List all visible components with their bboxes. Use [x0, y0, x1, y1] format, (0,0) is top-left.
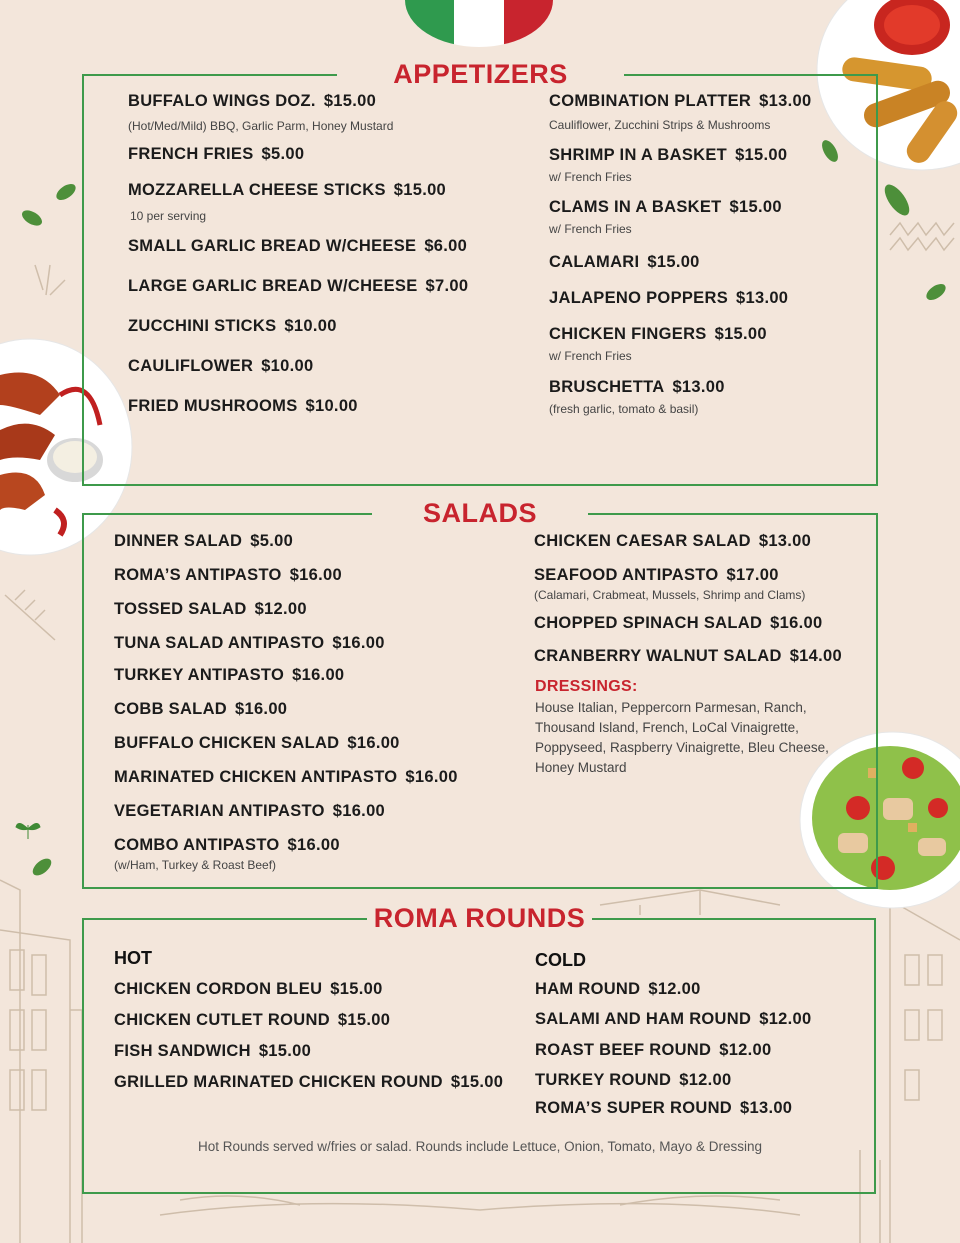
menu-item-price: $16.00 [289, 566, 342, 584]
menu-item [535, 1010, 812, 1029]
menu-item-name: BUFFALO CHICKEN SALAD [114, 734, 340, 752]
menu-item-price: $5.00 [261, 145, 305, 163]
menu-item-note: (Hot/Med/Mild) BBQ, Garlic Parm, Honey Mustard [128, 119, 394, 133]
menu-item-price: $15.00 [258, 1042, 312, 1060]
menu-item-name: COBB SALAD [114, 700, 227, 718]
menu-item-price: $15.00 [323, 92, 377, 110]
menu-item-name: BUFFALO WINGS DOZ. [128, 92, 316, 110]
menu-item [549, 92, 811, 111]
menu-item [114, 666, 344, 685]
menu-item-price: $15.00 [735, 146, 788, 164]
menu-item-name: ROMA’S SUPER ROUND [535, 1099, 733, 1117]
menu-item-name: COMBO ANTIPASTO [114, 836, 280, 854]
menu-item-price: $10.00 [261, 357, 314, 375]
basil-leaf-icon [924, 282, 948, 302]
menu-item-name: CALAMARI [549, 253, 640, 271]
menu-item-name: TUNA SALAD ANTIPASTO [114, 634, 325, 652]
menu-item-name: TURKEY ANTIPASTO [114, 666, 285, 684]
menu-item [128, 397, 358, 416]
menu-item [114, 836, 340, 855]
menu-item [549, 198, 782, 217]
menu-item-name: SALAMI AND HAM ROUND [535, 1010, 752, 1028]
cold-label: COLD [535, 950, 586, 970]
menu-item-note: w/ French Fries [549, 349, 632, 363]
menu-item [128, 277, 468, 296]
menu-item-name: CRANBERRY WALNUT SALAD [534, 647, 782, 665]
italian-flag-emblem [404, 0, 554, 50]
menu-item [114, 566, 342, 585]
rounds-frame-top-left [82, 918, 367, 920]
menu-item-name: CHICKEN CORDON BLEU [114, 980, 323, 998]
menu-item-price: $16.00 [405, 768, 458, 786]
rounds-footer-note: Hot Rounds served w/fries or salad. Rounds include Lettuce, Onion, Tomato, Mayo & Dressing [197, 1139, 763, 1154]
menu-item-price: $17.00 [726, 566, 779, 584]
menu-item-price: $12.00 [679, 1071, 732, 1089]
menu-item-price: $16.00 [347, 734, 400, 752]
salads-title: SALADS [422, 498, 537, 528]
basil-leaf-icon [54, 182, 78, 202]
menu-item [128, 181, 446, 200]
salads-frame-top-left [82, 513, 372, 515]
menu-item-name: CHOPPED SPINACH SALAD [534, 614, 763, 632]
menu-item-name: ROMA’S ANTIPASTO [114, 566, 282, 584]
menu-item-price: $5.00 [250, 532, 294, 550]
menu-item [114, 802, 385, 821]
menu-item-price: $7.00 [425, 277, 469, 295]
menu-item-note: w/ French Fries [549, 170, 632, 184]
menu-item-note: (fresh garlic, tomato & basil) [549, 402, 699, 416]
menu-item-name: CHICKEN CUTLET ROUND [114, 1011, 330, 1029]
menu-item-name: LARGE GARLIC BREAD W/CHEESE [128, 277, 418, 295]
menu-item-name: ROAST BEEF ROUND [535, 1041, 712, 1059]
menu-item-price: $15.00 [450, 1073, 504, 1091]
menu-item-name: SHRIMP IN A BASKET [549, 146, 728, 164]
menu-item [549, 253, 700, 272]
menu-item-price: $16.00 [332, 802, 386, 820]
menu-item [114, 700, 287, 719]
menu-item-price: $10.00 [284, 317, 337, 335]
menu-item-price: $15.00 [647, 253, 700, 271]
menu-item-name: CAULIFLOWER [128, 357, 254, 375]
dressings-list: House Italian, Peppercorn Parmesan, Ranch, Thousand Island, French, LoCal Vinaigrette, Poppyseed, Raspberry Vinaigrette, Bleu Cheese, Honey Mustard [535, 700, 829, 775]
menu-item-price: $16.00 [332, 634, 385, 652]
menu-item [535, 980, 701, 999]
roma-rounds-title: ROMA ROUNDS [373, 903, 586, 933]
menu-item-note: Cauliflower, Zucchini Strips & Mushrooms [549, 118, 771, 132]
menu-item [534, 566, 779, 585]
hot-label: HOT [114, 948, 152, 968]
menu-item-name: SMALL GARLIC BREAD W/CHEESE [128, 237, 417, 255]
menu-item-price: $16.00 [292, 666, 345, 684]
menu-item [549, 289, 788, 308]
menu-item-name: TURKEY ROUND [535, 1071, 672, 1089]
menu-item [128, 317, 337, 336]
menu-item-price: $16.00 [770, 614, 823, 632]
menu-item-price: $13.00 [740, 1099, 793, 1117]
menu-item-price: $15.00 [714, 325, 767, 343]
menu-item-price: $6.00 [424, 237, 468, 255]
menu-item [114, 532, 293, 551]
menu-item [535, 1099, 792, 1118]
menu-item-name: MARINATED CHICKEN ANTIPASTO [114, 768, 398, 786]
appetizers-frame-top-left [82, 74, 337, 76]
menu-item [128, 145, 304, 164]
menu-item-note: w/ French Fries [549, 222, 632, 236]
menu-item [549, 325, 767, 344]
menu-item-name: FRIED MUSHROOMS [128, 397, 298, 415]
menu-item [128, 92, 376, 111]
menu-item [114, 768, 458, 787]
salads-frame-top-right [588, 513, 878, 515]
menu-item-name: HAM ROUND [535, 980, 641, 998]
menu-item-price: $13.00 [759, 92, 812, 110]
menu-item-price: $12.00 [759, 1010, 812, 1028]
menu-item-price: $13.00 [672, 378, 725, 396]
menu-item-price: $15.00 [337, 1011, 391, 1029]
menu-item [128, 237, 467, 256]
basil-leaf-icon [880, 180, 914, 220]
rounds-frame-top-right [592, 918, 876, 920]
menu-item-price: $16.00 [287, 836, 340, 854]
menu-item [549, 146, 787, 165]
menu-item [534, 647, 842, 666]
menu-item-price: $16.00 [235, 700, 288, 718]
menu-item [114, 1042, 311, 1061]
menu-item-price: $15.00 [393, 181, 447, 199]
menu-item-price: $13.00 [758, 532, 812, 550]
menu-item-price: $15.00 [330, 980, 383, 998]
menu-item [535, 1071, 732, 1090]
menu-item-name: VEGETARIAN ANTIPASTO [114, 802, 325, 820]
menu-item-note: (w/Ham, Turkey & Roast Beef) [114, 858, 277, 872]
menu-item-name: ZUCCHINI STICKS [128, 317, 277, 335]
menu-item [114, 1011, 390, 1030]
menu-item-name: CHICKEN CAESAR SALAD [534, 532, 751, 550]
menu-item-name: FISH SANDWICH [114, 1042, 251, 1060]
dressings-title: DRESSINGS: [535, 678, 638, 695]
menu-item-name: JALAPENO POPPERS [549, 289, 729, 307]
menu-item-name: BRUSCHETTA [549, 378, 665, 396]
basil-leaf-icon [14, 815, 42, 841]
appetizers-frame-top-right [624, 74, 878, 76]
menu-item-note: (Calamari, Crabmeat, Mussels, Shrimp and Clams) [534, 588, 806, 602]
menu-item [535, 1041, 772, 1060]
menu-item-price: $14.00 [789, 647, 842, 665]
menu-item [534, 614, 822, 633]
menu-item-note: 10 per serving [130, 209, 207, 223]
menu-item-name: DINNER SALAD [114, 532, 243, 550]
menu-item-name: GRILLED MARINATED CHICKEN ROUND [114, 1073, 443, 1091]
menu-item-price: $15.00 [729, 198, 782, 216]
basil-leaf-icon [30, 856, 54, 878]
menu-item [114, 1073, 503, 1092]
menu-item-price: $12.00 [254, 600, 307, 618]
menu-item [114, 980, 383, 999]
menu-item-name: TOSSED SALAD [114, 600, 247, 618]
menu-item [549, 378, 725, 397]
appetizers-title: APPETIZERS [393, 59, 568, 89]
menu-item-name: CLAMS IN A BASKET [549, 198, 722, 216]
menu-item [534, 532, 811, 551]
basil-leaf-icon [20, 208, 44, 228]
menu-item [114, 634, 385, 653]
menu-item-price: $13.00 [736, 289, 789, 307]
menu-item [114, 734, 400, 753]
menu-item-price: $10.00 [305, 397, 358, 415]
menu-item-price: $12.00 [719, 1041, 772, 1059]
menu-item-price: $12.00 [648, 980, 701, 998]
menu-item-name: COMBINATION PLATTER [549, 92, 752, 110]
menu-item [114, 600, 307, 619]
menu-item-name: SEAFOOD ANTIPASTO [534, 566, 719, 584]
menu-item-name: FRENCH FRIES [128, 145, 254, 163]
menu-item-name: MOZZARELLA CHEESE STICKS [128, 181, 386, 199]
menu-item [128, 357, 313, 376]
menu-item-name: CHICKEN FINGERS [549, 325, 707, 343]
